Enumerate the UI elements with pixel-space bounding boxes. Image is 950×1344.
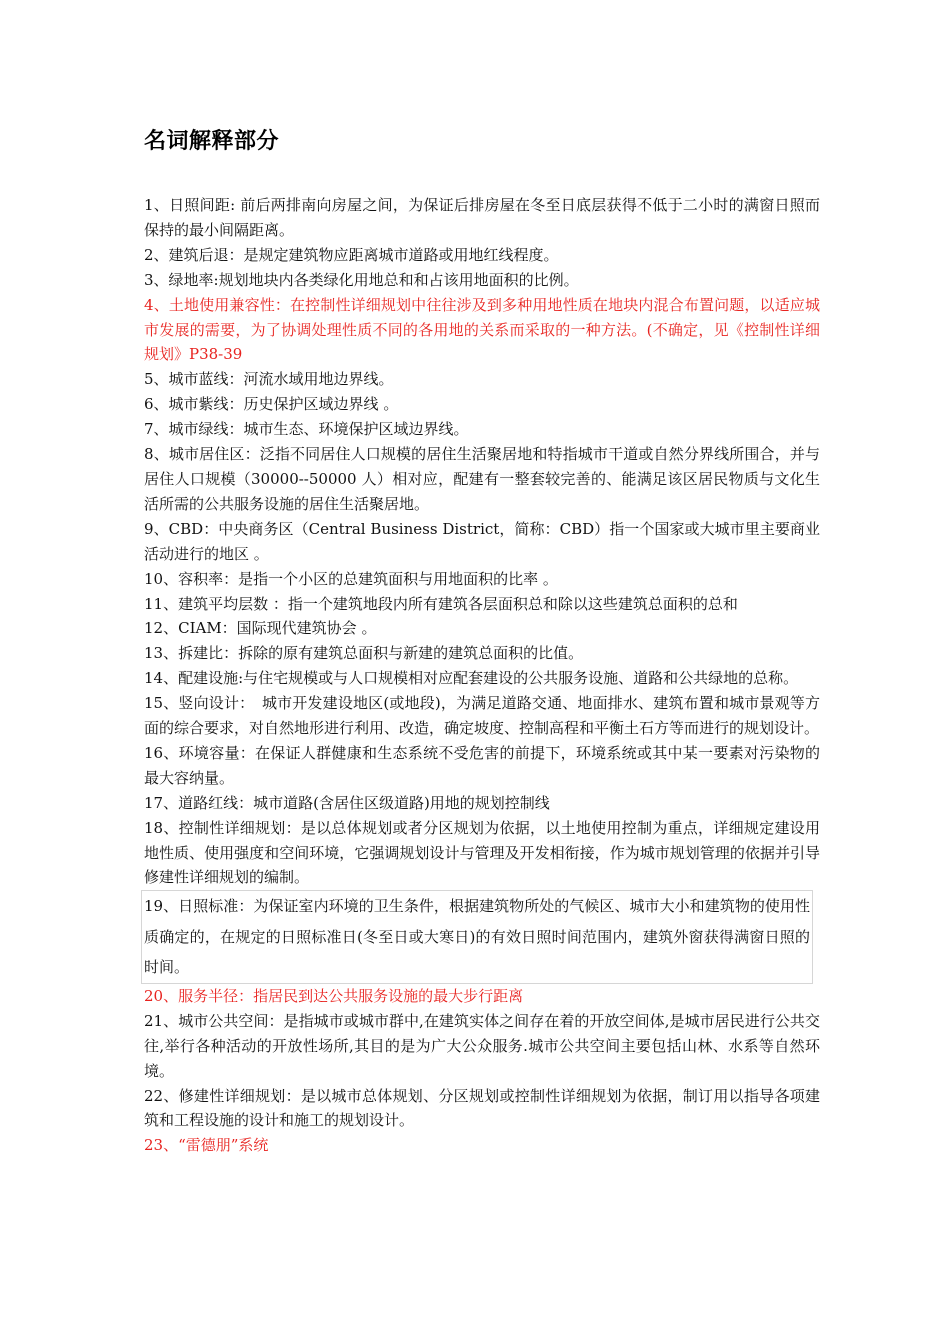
glossary-entry-18: 18、控制性详细规划：是以总体规划或者分区规划为依据，以土地使用控制为重点，详细规定建设用地性质、使用强度和空间环境，它强调规划设计与管理及开发相衔接，作为城市规划管理的依据并引导修建性详细规划的编制。 <box>144 818 820 887</box>
glossary-entry-15: 15、竖向设计： 城市开发建设地区(或地段)，为满足道路交通、地面排水、建筑布置和城市景观等方面的综合要求，对自然地形进行利用、改造，确定坡度、控制高程和平衡土石方等而进行的规划设计。 <box>144 694 820 738</box>
glossary-entry-8: 8、城市居住区：泛指不同居住人口规模的居住生活聚居地和特指城市干道或自然分界线所围合，并与居住人口规模（30000--50000 人）相对应，配建有一整套较完善的、能满足该区居民物质与文化生活所需的公共服务设施的居住生活聚居地。 <box>144 445 820 513</box>
glossary-entry-2: 2、建筑后退：是规定建筑物应距离城市道路或用地红线程度。 <box>144 245 559 264</box>
glossary-entry-21: 21、城市公共空间：是指城市或城市群中,在建筑实体之间存在着的开放空间体,是城市居民进行公共交往,举行各种活动的开放性场所,其目的是为广大公众服务.城市公共空间主要包括山林、水系等自然环境。 <box>144 1011 820 1080</box>
glossary-entry-22: 22、修建性详细规划：是以城市总体规划、分区规划或控制性详细规划为依据，制订用以指导各项建筑和工程设施的设计和施工的规划设计。 <box>144 1086 820 1130</box>
glossary-entry-16: 16、环境容量：在保证人群健康和生态系统不受危害的前提下，环境系统或其中某一要素对污染物的最大容纳量。 <box>144 743 820 787</box>
glossary-entry-19-boxed: 19、日照标准：为保证室内环境的卫生条件，根据建筑物所处的气候区、城市大小和建筑物的使用性质确定的，在规定的日照标准日(冬至日或大寒日)的有效日照时间范围内，建筑外窗获得满窗日照的时间。 <box>141 890 813 984</box>
glossary-list <box>144 193 820 1158</box>
glossary-entry-17: 17、道路红线：城市道路(含居住区级道路)用地的规划控制线 <box>144 793 550 812</box>
glossary-entry-20: 20、服务半径：指居民到达公共服务设施的最大步行距离 <box>144 986 524 1005</box>
glossary-entry-5: 5、城市蓝线：河流水域用地边界线。 <box>144 370 394 389</box>
glossary-entry-11: 11、建筑平均层数 ：指一个建筑地段内所有建筑各层面积总和除以这些建筑总面积的总和 <box>144 594 738 613</box>
glossary-entry-10: 10、容积率：是指一个小区的总建筑面积与用地面积的比率 。 <box>144 569 558 588</box>
page-title: 名词解释部分 <box>144 129 280 154</box>
glossary-entry-13: 13、拆建比：拆除的原有建筑总面积与新建的建筑总面积的比值。 <box>144 644 584 663</box>
glossary-entry-23: 23、“雷德朋”系统 <box>144 1136 269 1155</box>
glossary-entry-6: 6、城市紫线：历史保护区域边界线 。 <box>144 395 399 414</box>
glossary-entry-9: 9、CBD：中央商务区（Central Business District，简称：CBD）指一个国家或大城市里主要商业活动进行的地区 。 <box>144 519 820 563</box>
glossary-entry-12: 12、CIAM：国际现代建筑协会 。 <box>144 619 377 638</box>
glossary-entry-14: 14、配建设施:与住宅规模或与人口规模相对应配套建设的公共服务设施、道路和公共绿地的总称。 <box>144 669 799 688</box>
glossary-entry-1: 1、日照间距: 前后两排南向房屋之间，为保证后排房屋在冬至日底层获得不低于二小时的满窗日照而保持的最小间隔距离。 <box>144 196 820 239</box>
glossary-entry-4: 4、土地使用兼容性：在控制性详细规划中往往涉及到多种用地性质在地块内混合布置问题，以适应城市发展的需要，为了协调处理性质不同的各用地的关系而采取的一种方法。(不确定，见《控制性详细规划》P38-39 <box>144 295 820 364</box>
glossary-entry-3: 3、绿地率:规划地块内各类绿化用地总和和占该用地面积的比例。 <box>144 270 579 289</box>
glossary-entry-7: 7、城市绿线：城市生态、环境保护区域边界线。 <box>144 420 469 439</box>
